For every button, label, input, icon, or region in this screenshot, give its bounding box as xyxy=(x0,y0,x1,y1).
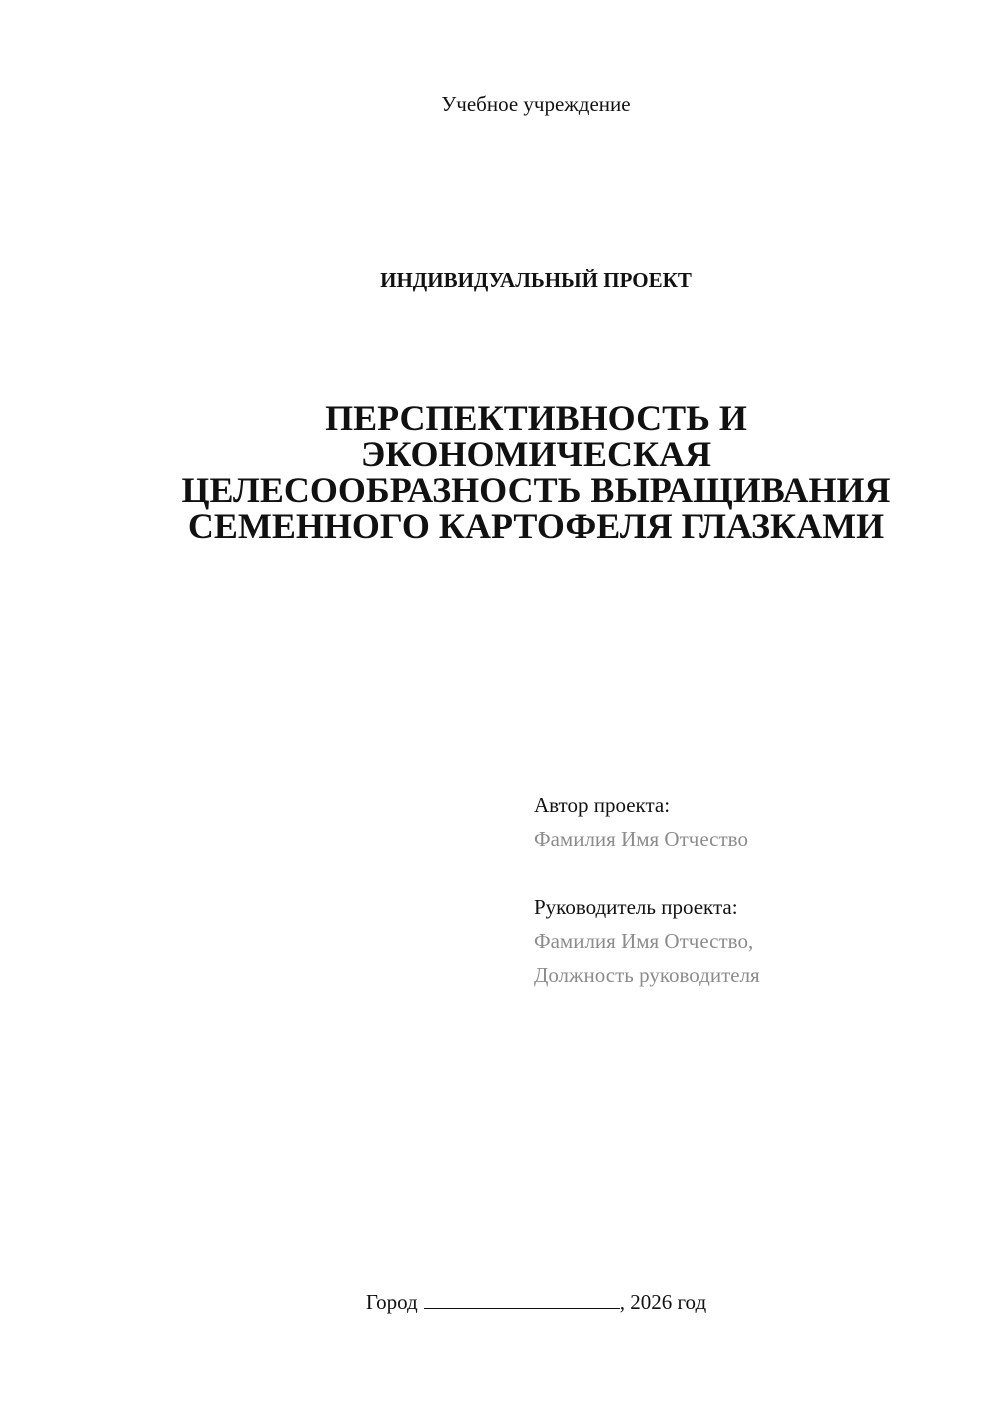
project-title xyxy=(100,400,972,544)
title-line-1: ПЕРСПЕКТИВНОСТЬ И xyxy=(325,398,747,438)
supervisor-label: Руководитель проекта: xyxy=(534,895,738,919)
document-type: ИНДИВИДУАЛЬНЫЙ ПРОЕКТ xyxy=(380,268,692,292)
title-line-4: СЕМЕННОГО КАРТОФЕЛЯ ГЛАЗКАМИ xyxy=(187,506,885,546)
supervisor-position: Должность руководителя xyxy=(534,963,760,987)
city-label: Город xyxy=(365,1290,418,1314)
city-year-line xyxy=(0,1290,1000,1315)
author-label: Автор проекта: xyxy=(534,793,671,817)
credits-spacer xyxy=(534,856,964,890)
title-line-3: ЦЕЛЕСООБРАЗНОСТЬ ВЫРАЩИВАНИЯ xyxy=(181,470,891,510)
title-line-2: ЭКОНОМИЧЕСКАЯ xyxy=(360,434,712,474)
year-text: , 2026 год xyxy=(619,1290,707,1314)
institution-name: Учебное учреждение xyxy=(441,92,631,116)
author-name: Фамилия Имя Отчество xyxy=(534,827,748,851)
supervisor-name: Фамилия Имя Отчество, xyxy=(534,929,754,953)
credits-block xyxy=(534,788,964,992)
city-blank-line xyxy=(424,1290,620,1309)
